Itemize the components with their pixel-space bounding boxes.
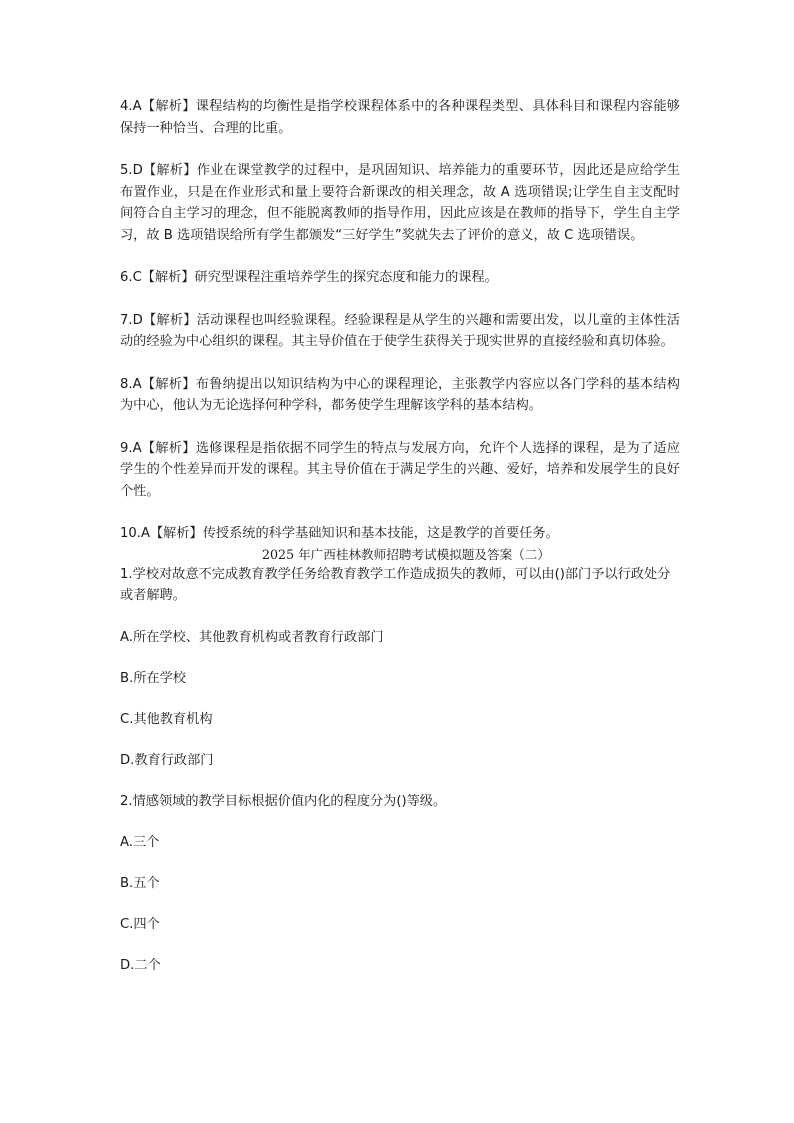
- question-2-option-d: D.二个: [120, 958, 161, 973]
- question-1-option-d: D.教育行政部门: [120, 752, 214, 768]
- answer-7: 7.D【解析】活动课程也叫经验课程。经验课程是从学生的兴趣和需要出发，以儿童的主体性活动的经验为中心组织的课程。其主导价值在于使学生获得关于现实世界的直接经验和真切体验。: [120, 312, 680, 349]
- question-1-option-a: A.所在学校、其他教育机构或者教育行政部门: [120, 629, 384, 645]
- answer-9: 9.A【解析】选修课程是指依据不同学生的特点与发展方向，允许个人选择的课程，是为了适应学生的个性差异而开发的课程。其主导价值在于满足学生的兴趣、爱好，培养和发展学生的良好个性。: [120, 440, 680, 499]
- question-1-stem: 1.学校对故意不完成教育教学任务给教育教学工作造成损失的教师，可以由()部门予以行政处分或者解聘。: [120, 566, 671, 603]
- answer-6: 6.C【解析】研究型课程注重培养学生的探究态度和能力的课程。: [120, 270, 498, 285]
- answer-10: 10.A【解析】传授系统的科学基础知识和基本技能，这是教学的首要任务。: [120, 526, 559, 541]
- question-1-option-b: B.所在学校: [120, 670, 186, 686]
- answer-4: 4.A【解析】课程结构的均衡性是指学校课程体系中的各种课程类型、具体科目和课程内容能够保持一种恰当、合理的比重。: [120, 99, 680, 136]
- answer-5: 5.D【解析】作业在课堂教学的过程中，是巩固知识、培养能力的重要环节，因此还是应给学生布置作业，只是在作业形式和量上要符合新课改的相关理念，故 A 选项错误;让学生自主支配时间符合自主学习的理念，但不能脱离教师的指导作用，因此应该是在教师的指导下，学生自主学习，故 B 选项错误给所有学生都颁发“三好学生”奖就失去了评价的意义，故 C 选项错误。: [120, 163, 680, 243]
- document-page: [120, 96, 680, 996]
- question-2-option-b: B.五个: [120, 876, 160, 891]
- question-2-option-c: C.四个: [120, 917, 160, 932]
- question-2-stem: 2.情感领域的教学目标根据价值内化的程度分为()等级。: [120, 793, 447, 809]
- answer-8: 8.A【解析】布鲁纳提出以知识结构为中心的课程理论，主张教学内容应以各门学科的基本结构为中心，他认为无论选择何种学科，都务使学生理解该学科的基本结构。: [120, 376, 680, 413]
- question-1-option-c: C.其他教育机构: [120, 711, 213, 727]
- question-2-option-a: A.三个: [120, 835, 160, 850]
- section-title: 2025 年广西桂林教师招聘考试模拟题及答案（二）: [262, 546, 550, 562]
